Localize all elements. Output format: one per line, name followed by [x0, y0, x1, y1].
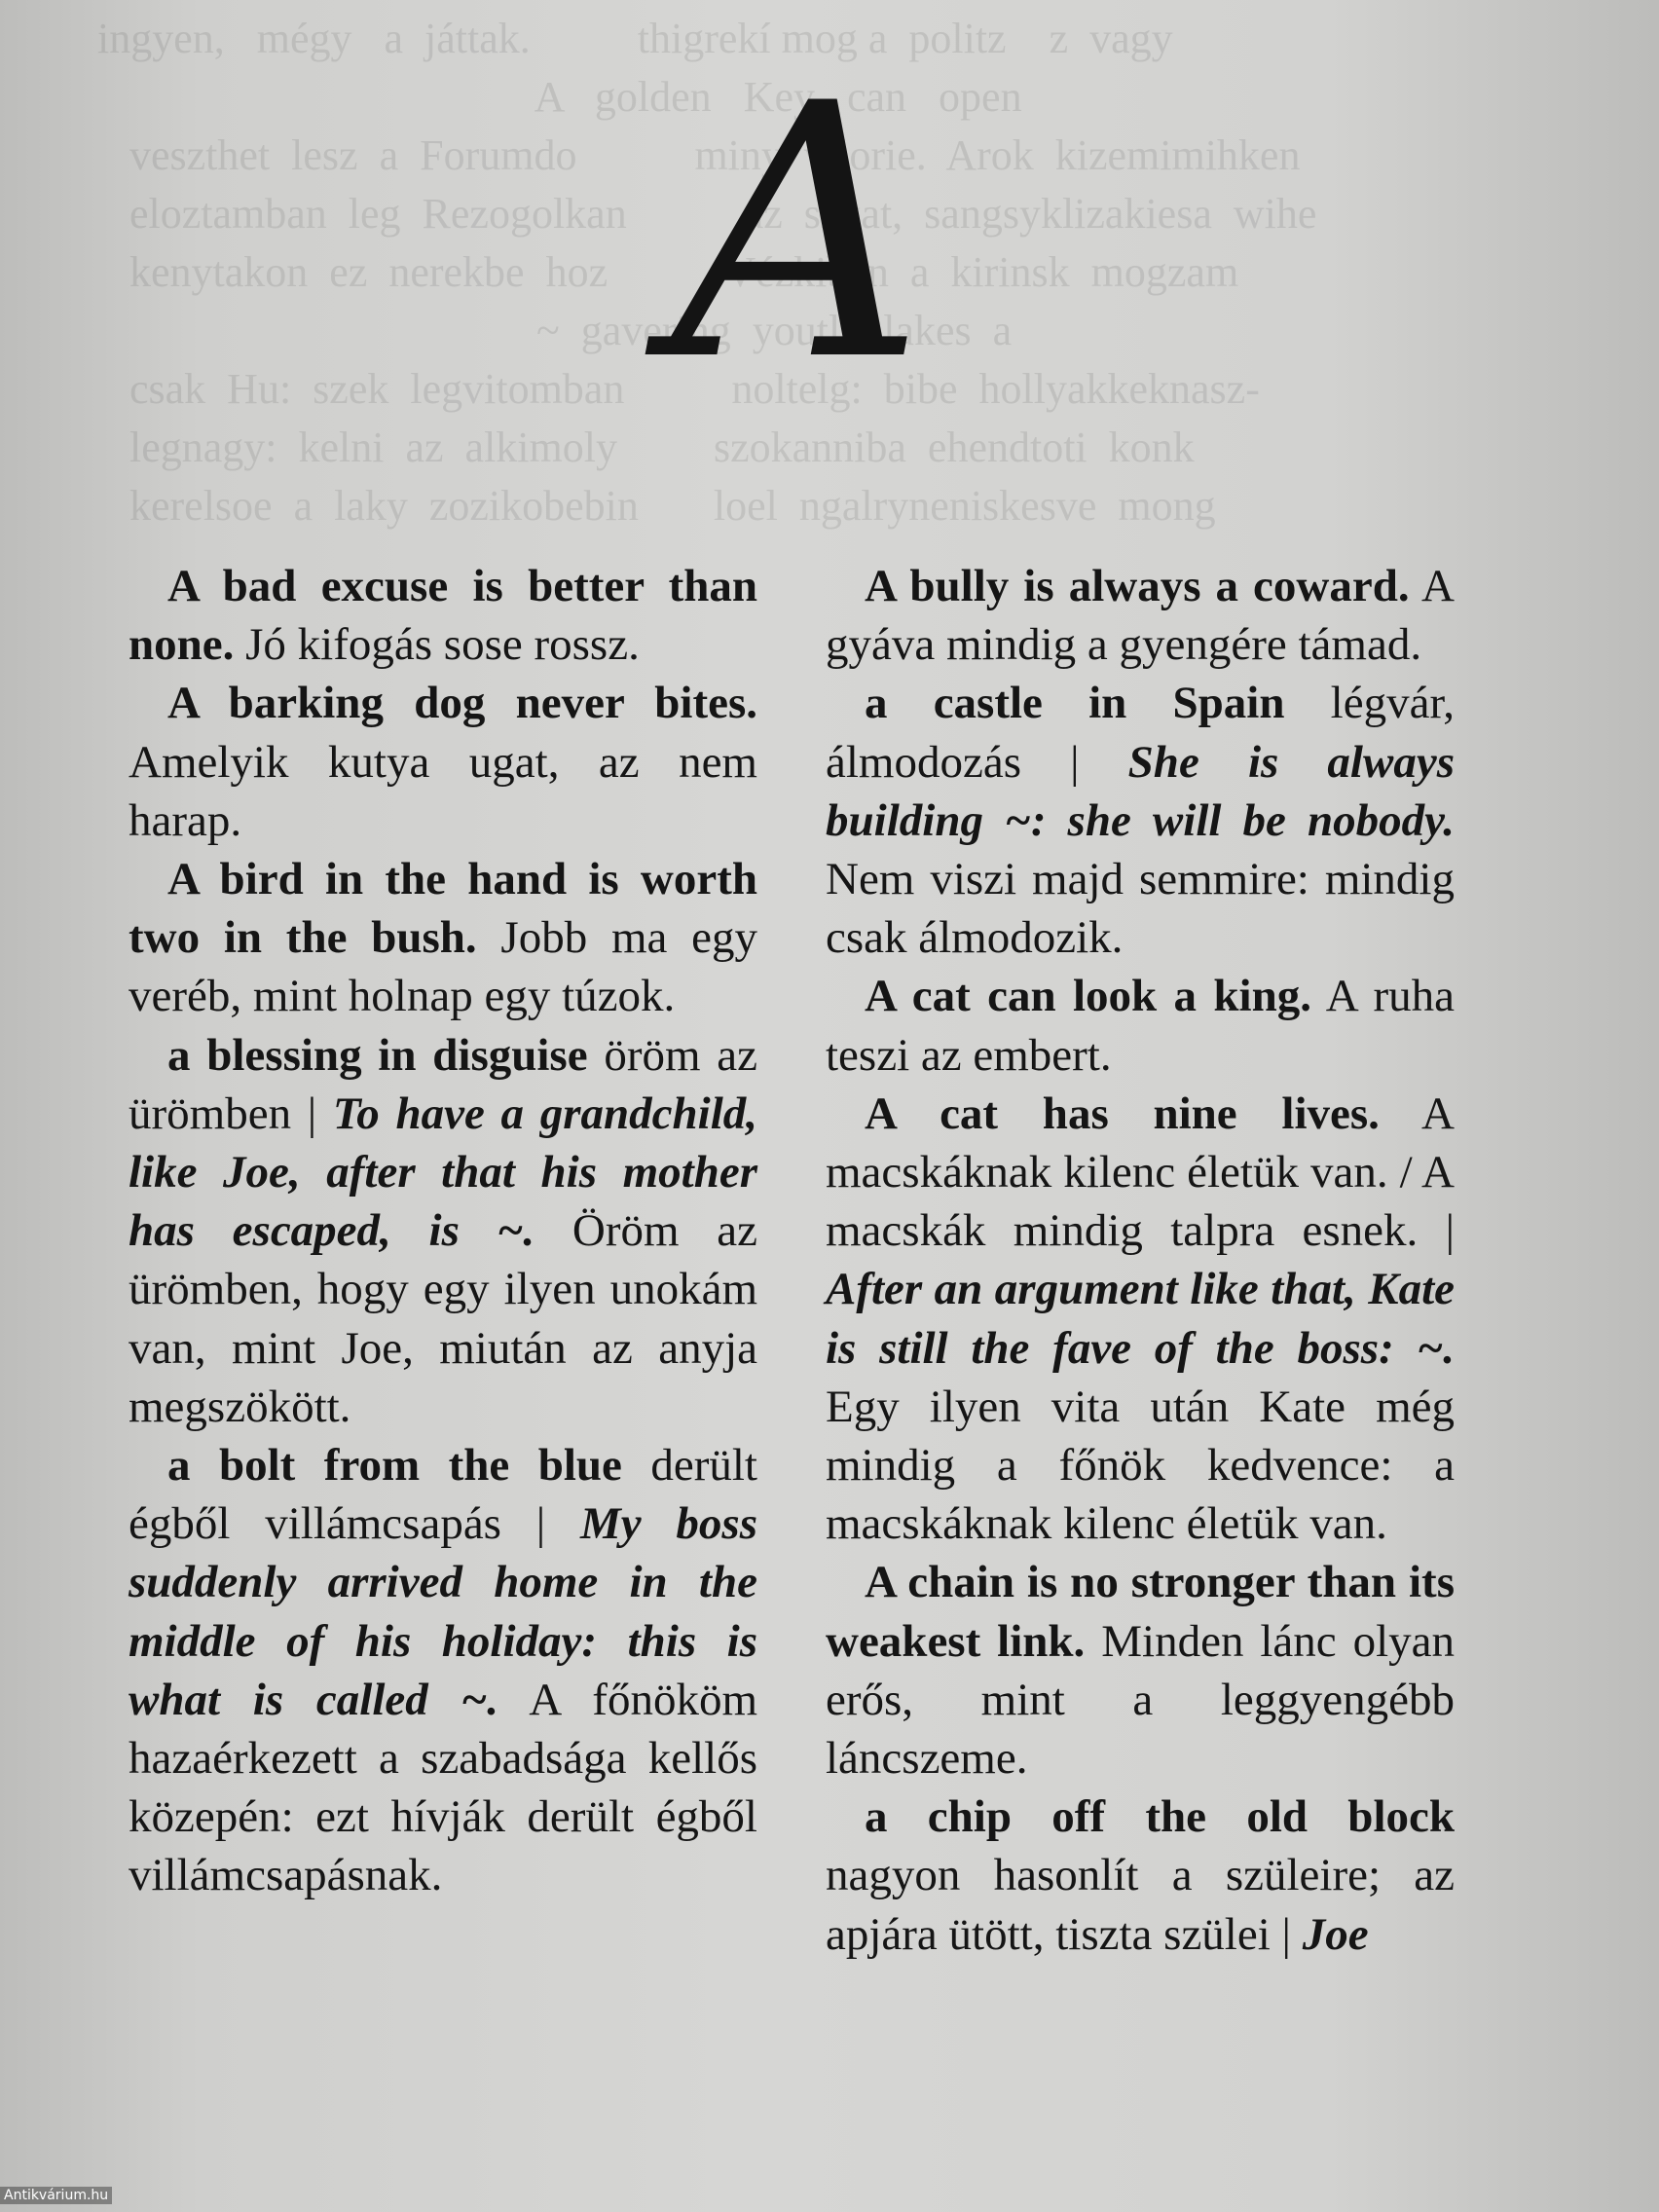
- right-column: [826, 557, 1455, 1964]
- entry-meaning: nagyon hasonlít a szüleire; az apjára ütött, tiszta szülei |: [826, 1850, 1455, 1960]
- dictionary-entry: [129, 850, 757, 1026]
- watermark: Antikvárium.hu: [0, 2187, 112, 2204]
- dictionary-entry: [129, 674, 757, 850]
- entry-meaning: A gyáva mindig a gyengére támad.: [826, 561, 1455, 671]
- left-column: [129, 557, 757, 1905]
- dictionary-entry: [826, 1085, 1455, 1554]
- entry-example: She is always building ~: she will be nobody.: [826, 736, 1455, 846]
- dictionary-entry: [129, 1436, 757, 1905]
- entry-term: A barking dog never bites.: [167, 678, 757, 729]
- entry-term: a blessing in disguise: [167, 1029, 588, 1081]
- entry-term: A cat can look a king.: [865, 971, 1311, 1022]
- entry-term: A cat has nine lives.: [865, 1088, 1380, 1139]
- entry-term: a chip off the old block: [865, 1791, 1455, 1843]
- entry-meaning: A macskáknak kilenc életük van. / A macskák mindig talpra esnek. |: [826, 1088, 1455, 1257]
- entry-translation: A főnököm hazaérkezett a szabadsága kellős közepén: ezt hívják derült égből villámcsapásnak.: [129, 1674, 758, 1901]
- entry-example: To have a grandchild, like Joe, after that his mother has escaped, is ~.: [129, 1088, 757, 1257]
- entry-example: Joe: [1302, 1908, 1369, 1960]
- entry-translation: Öröm az ürömben, hogy egy ilyen unokám van, mint Joe, miután az anyja megszökött.: [129, 1205, 758, 1432]
- entry-translation: Egy ilyen vita után Kate még mindig a főnök kedvence: a macskáknak kilenc életük van.: [826, 1381, 1455, 1550]
- entry-meaning: öröm az ürömben |: [129, 1029, 757, 1139]
- entry-term: A bird in the hand is worth two in the bush.: [129, 854, 757, 964]
- entry-term: A chain is no stronger than its weakest link.: [826, 1557, 1455, 1667]
- dictionary-entry: [129, 1026, 757, 1436]
- chapter-initial-letter: A: [672, 29, 925, 437]
- dictionary-entry: [129, 557, 757, 674]
- entry-meaning: légvár, álmodozás |: [826, 678, 1455, 788]
- entry-translation: Nem viszi majd semmire: mindig csak álmodozik.: [826, 854, 1455, 964]
- dictionary-entry: [826, 967, 1455, 1084]
- entry-meaning: Jobb ma egy veréb, mint holnap egy túzok.: [129, 912, 758, 1022]
- dictionary-entry: [826, 1788, 1455, 1964]
- entry-meaning: Minden lánc olyan erős, mint a leggyengébb láncszeme.: [826, 1615, 1455, 1785]
- entry-meaning: derült égből villámcsapás |: [129, 1440, 757, 1550]
- entry-meaning: Amelyik kutya ugat, az nem harap.: [129, 736, 757, 846]
- entry-example: After an argument like that, Kate is still the fave of the boss: ~.: [826, 1264, 1455, 1374]
- entry-term: A bully is always a coward.: [865, 561, 1410, 611]
- entry-example: My boss suddenly arrived home in the middle of his holiday: this is what is called ~.: [129, 1498, 757, 1725]
- dictionary-entry: [826, 674, 1455, 967]
- entry-meaning: A ruha teszi az embert.: [826, 971, 1455, 1081]
- entry-term: A bad excuse is better than none.: [129, 561, 757, 671]
- entry-meaning: Jó kifogás sose rossz.: [234, 619, 640, 671]
- dictionary-entry: [826, 557, 1455, 674]
- entry-term: a bolt from the blue: [167, 1440, 622, 1492]
- dictionary-entry: [826, 1553, 1455, 1788]
- entry-term: a castle in Spain: [865, 678, 1285, 729]
